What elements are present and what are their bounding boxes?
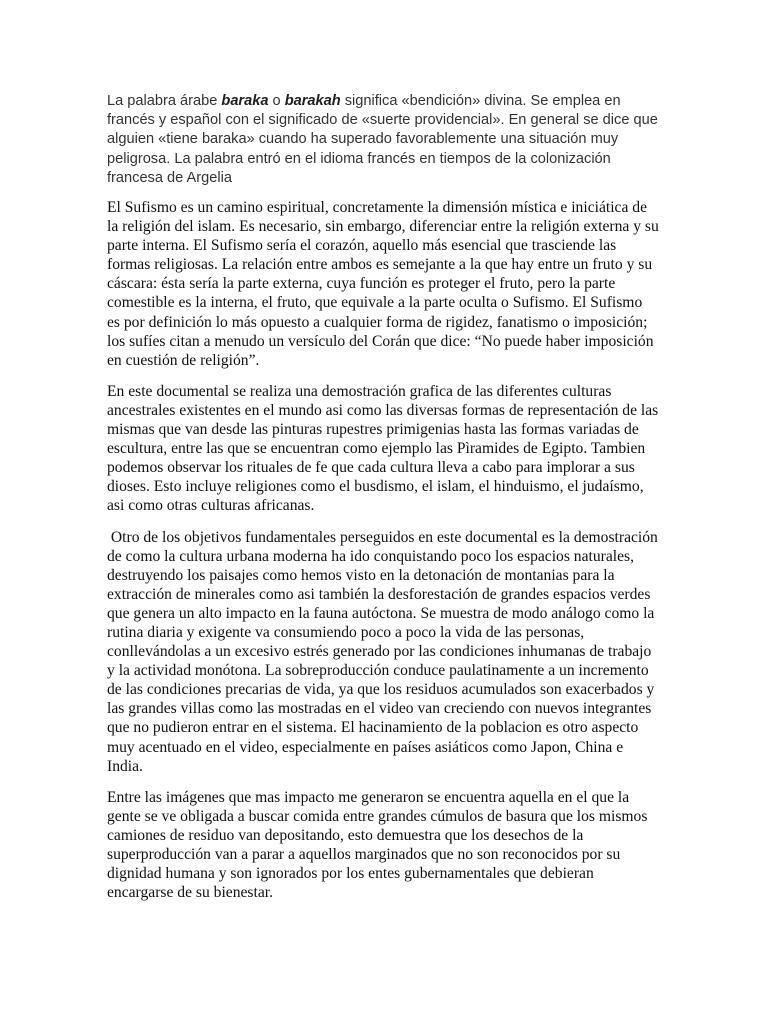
term-baraka: baraka [221,93,269,109]
intro-text-3: significa «bendición» divina. Se emplea en francés y español con el significado de «suerte providencial». En general se dice que alguien «tiene baraka» cuando ha superado favorablemente una situación muy peligrosa. La palabra entró en el idioma francés en tiempos de la colonización francesa de Argelia [107,93,658,186]
term-barakah: barakah [284,93,341,109]
documentary-cultures-paragraph: En este documental se realiza una demostración grafica de las diferentes culturas ancestrales existentes en el mundo asi como las diversas formas de representación de las mismas que van desde las pinturas rupestres primigenias hasta las formas variadas de escultura, entre las que se encuentran como ejemplo las Pìramides de Egipto. Tambien podemos observar los rituales de fe que cada cultura lleva a cabo para implorar a sus dioses. Esto incluye religiones como el busdismo, el islam, el hinduismo, el judaísmo, asi como otras culturas africanas. [107,382,659,515]
impact-images-paragraph: Entre las imágenes que mas impacto me generaron se encuentra aquella en el que la gente se ve obligada a buscar comida entre grandes cúmulos de basura que los mismos camiones de residuo van depositando, esto demuestra que los desechos de la superproducción van a parar a aquellos marginados que no son reconocidos por su dignidad humana y son ignorados por los entes gubernamentales que debieran encargarse de su bienestar. [107,788,648,902]
document-page [107,92,662,914]
baraka-definition-paragraph [107,92,659,188]
intro-text-2: o [268,93,285,109]
intro-text-1: La palabra árabe [107,93,222,109]
sufism-paragraph: El Sufismo es un camino espiritual, concretamente la dimensión mística e iniciática de la religión del islam. Es necesario, sin embargo, diferenciar entre la religión externa y su parte interna. El Sufismo sería el corazón, aquello más esencial que trasciende las formas religiosas. La relación entre ambos es semejante a la que hay entre un fruto y su cáscara: ésta sería la parte externa, cuya función es proteger el fruto, pero la parte comestible es la interna, el fruto, que equivale a la parte oculta o Sufismo. El Sufismo es por definición lo más opuesto a cualquier forma de rigidez, fanatismo o imposición; los sufíes citan a menudo un versículo del Corán que dice: “No puede haber imposición en cuestión de religión”. [107,199,659,369]
urban-culture-paragraph: Otro de los objetivos fundamentales perseguidos en este documental es la demostración de como la cultura urbana moderna ha ido conquistando poco los espacios naturales, destruyendo los paisajes como hemos visto en la detonación de montanias para la extracción de minerales como asi también la desforestación de grandes espacios verdes que genera un alto impacto en la fauna autóctona. Se muestra de modo análogo como la rutina diaria y exigente va consumiendo poco a poco la vida de las personas, conllevándolas a un excesivo estrés generado por las condiciones inhumanas de trabajo y la actividad monótona. La sobreproducción conduce paulatinamente a un incremento de las condiciones precarias de vida, ya que los residuos acumulados son exacerbados y las grandes villas como las mostradas en el video van creciendo con nuevos integrantes que no pudieron entrar en el sistema. El hacinamiento de la poblacion es otro aspecto muy acentuado en el video, especialmente en países asiáticos como Japon, China e India. [107,528,662,775]
